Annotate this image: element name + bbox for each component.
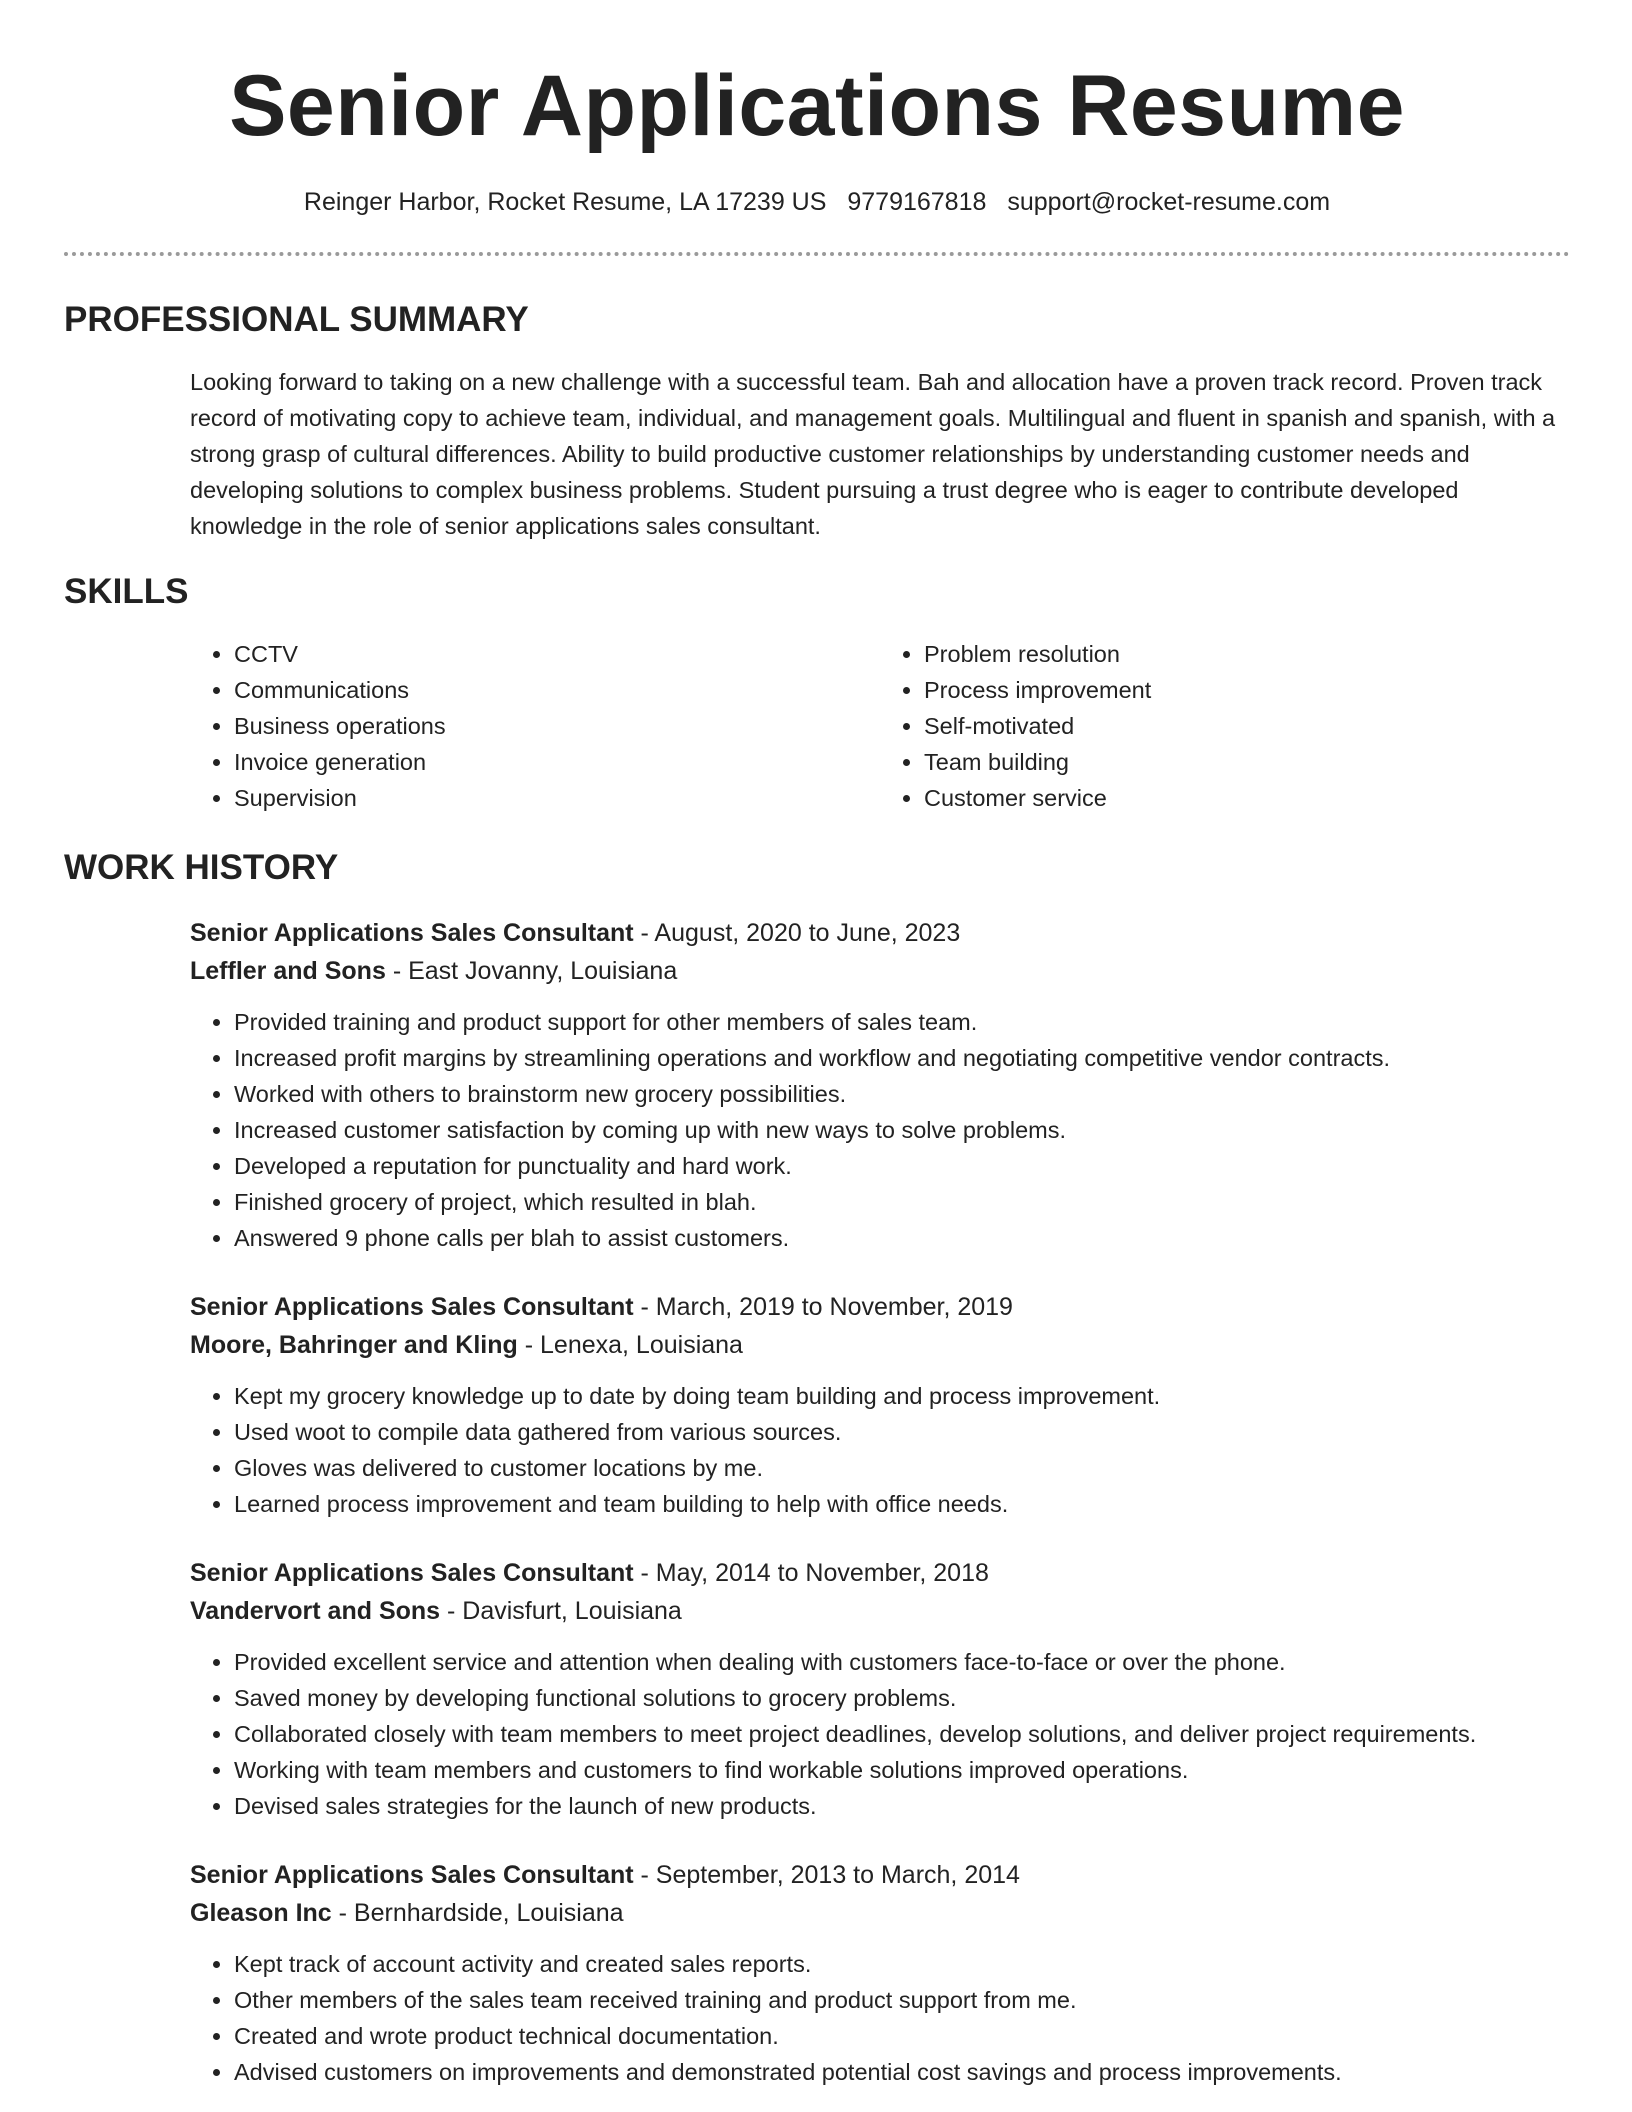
skill-item: • Communications (234, 672, 880, 708)
job-bullet: • Advised customers on improvements and demonstrated potential cost savings and process improvements. (234, 2054, 1570, 2090)
job-bullet: • Increased profit margins by streamlining operations and workflow and negotiating competitive vendor contracts. (234, 1040, 1570, 1076)
job-dates: - September, 2013 to March, 2014 (633, 1861, 1020, 1889)
job-entry (190, 1856, 1570, 2090)
contact-phone: 9779167818 (847, 188, 987, 216)
job-company: Gleason Inc (190, 1899, 332, 1927)
header-divider (64, 252, 1570, 256)
job-location: - Davisfurt, Louisiana (440, 1597, 682, 1625)
job-bullet: • Increased customer satisfaction by coming up with new ways to solve problems. (234, 1112, 1570, 1148)
skill-item: • Team building (924, 744, 1570, 780)
job-bullet: • Developed a reputation for punctuality and hard work. (234, 1148, 1570, 1184)
job-bullets (190, 1644, 1570, 1824)
job-title-line (190, 1554, 1570, 1592)
skill-item: • Self-motivated (924, 708, 1570, 744)
job-bullet: • Kept my grocery knowledge up to date by doing team building and process improvement. (234, 1378, 1570, 1414)
skill-item: • Supervision (234, 780, 880, 816)
job-title-line (190, 1856, 1570, 1894)
job-bullet: • Gloves was delivered to customer locations by me. (234, 1450, 1570, 1486)
skill-item: • Customer service (924, 780, 1570, 816)
job-bullets (190, 1004, 1570, 1256)
skill-item: • Process improvement (924, 672, 1570, 708)
skills-heading: SKILLS (64, 572, 189, 611)
resume-title: Senior Applications Resume (229, 58, 1405, 154)
contact-line (64, 186, 1570, 218)
work-heading: WORK HISTORY (64, 848, 339, 887)
job-bullet: • Worked with others to brainstorm new grocery possibilities. (234, 1076, 1570, 1112)
job-bullet: • Collaborated closely with team members to meet project deadlines, develop solutions, and deliver project requirements. (234, 1716, 1570, 1752)
job-dates: - May, 2014 to November, 2018 (633, 1559, 989, 1587)
job-bullet: • Devised sales strategies for the launch of new products. (234, 1788, 1570, 1824)
skill-item: • Invoice generation (234, 744, 880, 780)
job-location: - East Jovanny, Louisiana (385, 957, 678, 985)
job-dates: - March, 2019 to November, 2019 (633, 1293, 1013, 1321)
job-bullet: • Finished grocery of project, which resulted in blah. (234, 1184, 1570, 1220)
job-company-line (190, 1894, 1570, 1932)
job-location: - Bernhardside, Louisiana (331, 1899, 624, 1927)
job-title-line (190, 914, 1570, 952)
job-location: - Lenexa, Louisiana (517, 1331, 743, 1359)
skills-list (190, 636, 1570, 816)
job-title-line (190, 1288, 1570, 1326)
skill-item: • Problem resolution (924, 636, 1570, 672)
job-bullet: • Saved money by developing functional solutions to grocery problems. (234, 1680, 1570, 1716)
job-bullet: • Learned process improvement and team building to help with office needs. (234, 1486, 1570, 1522)
job-bullet: • Kept track of account activity and created sales reports. (234, 1946, 1570, 1982)
job-bullet: • Created and wrote product technical documentation. (234, 2018, 1570, 2054)
job-title: Senior Applications Sales Consultant (190, 1293, 634, 1321)
job-company-line (190, 952, 1570, 990)
job-dates: - August, 2020 to June, 2023 (633, 919, 961, 947)
skills-column-left (190, 636, 880, 816)
job-entry (190, 914, 1570, 1256)
job-company: Moore, Bahringer and Kling (190, 1331, 518, 1359)
job-title: Senior Applications Sales Consultant (190, 1559, 634, 1587)
skill-item: • CCTV (234, 636, 880, 672)
job-company: Vandervort and Sons (190, 1597, 441, 1625)
skill-item: • Business operations (234, 708, 880, 744)
job-title: Senior Applications Sales Consultant (190, 1861, 634, 1889)
job-bullet: • Provided training and product support for other members of sales team. (234, 1004, 1570, 1040)
contact-email: support@rocket-resume.com (1007, 188, 1331, 216)
job-company-line (190, 1326, 1570, 1364)
job-entry (190, 1554, 1570, 1824)
contact-address: Reinger Harbor, Rocket Resume, LA 17239 US (303, 188, 827, 216)
job-company: Leffler and Sons (190, 957, 386, 985)
job-company-line (190, 1592, 1570, 1630)
job-bullets (190, 1378, 1570, 1522)
job-bullets (190, 1946, 1570, 2090)
job-bullet: • Working with team members and customers to find workable solutions improved operations. (234, 1752, 1570, 1788)
summary-heading: PROFESSIONAL SUMMARY (64, 300, 529, 339)
job-entry (190, 1288, 1570, 1522)
job-bullet: • Other members of the sales team received training and product support from me. (234, 1982, 1570, 2018)
job-bullet: • Provided excellent service and attention when dealing with customers face-to-face or over the phone. (234, 1644, 1570, 1680)
job-bullet: • Used woot to compile data gathered from various sources. (234, 1414, 1570, 1450)
job-title: Senior Applications Sales Consultant (190, 919, 634, 947)
summary-text: Looking forward to taking on a new challenge with a successful team. Bah and allocation have a proven track record. Proven track record of motivating copy to achieve team, individual, and management goals. Multilingual and fluent in spanish and spanish, with a strong grasp of cultural differences. Ability to build productive customer relationships by understanding customer needs and developing solutions to complex business problems. Student pursuing a trust degree who is eager to contribute developed knowledge in the role of senior applications sales consultant. (190, 369, 1556, 539)
resume-page (64, 0, 1570, 2090)
job-bullet: • Answered 9 phone calls per blah to assist customers. (234, 1220, 1570, 1256)
skills-column-right (880, 636, 1570, 816)
